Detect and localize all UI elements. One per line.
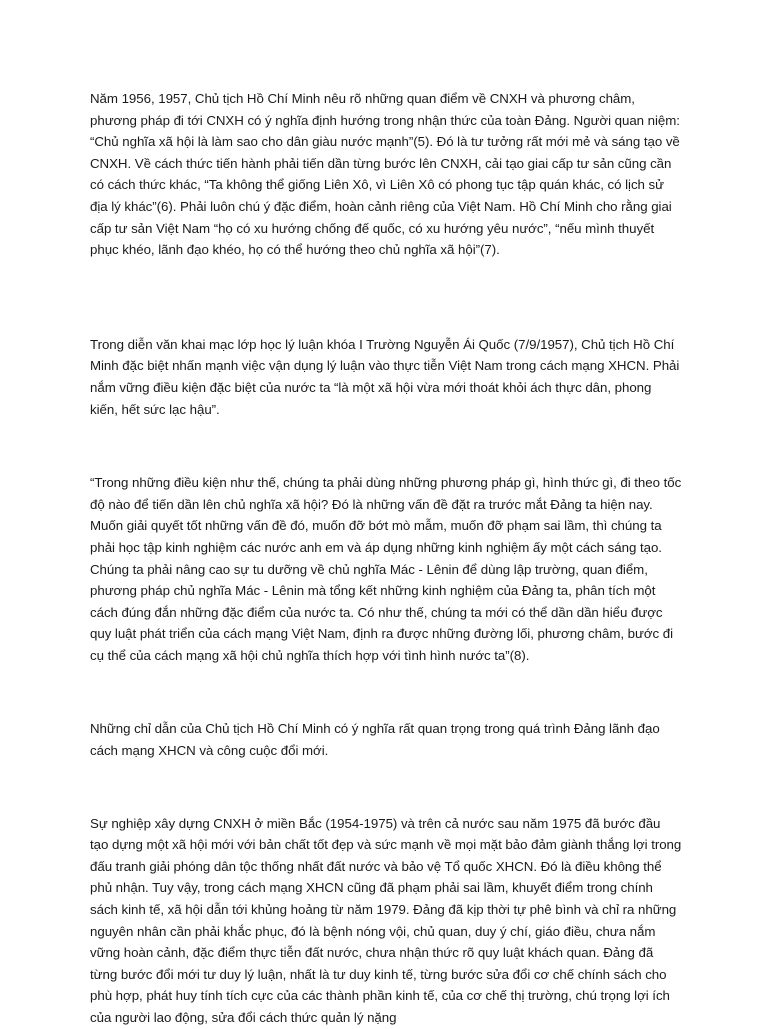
paragraph-5: Sự nghiệp xây dựng CNXH ở miền Bắc (1954-1975) và trên cả nước sau năm 1975 đã bước đầu tạo dựng một xã hội mới với bản chất tốt đẹp và sức mạnh về mọi mặt bảo đảm giành thắng lợi trong đấu tranh giải phóng dân tộc thống nhất đất nước và bảo vệ Tổ quốc XHCN. Đó là điều không thể phủ nhận. Tuy vậy, trong cách mạng XHCN cũng đã phạm phải sai lầm, khuyết điểm trong chính sách kinh tế, xã hội dẫn tới khủng hoảng từ năm 1979. Đảng đã kịp thời tự phê bình và chỉ ra những nguyên nhân cần phải khắc phục, đó là bệnh nóng vội, chủ quan, duy ý chí, giáo điều, chưa nắm vững hoàn cảnh, đặc điểm thực tiễn đất nước, chưa nhận thức rõ quy luật khách quan. Đảng đã từng bước đổi mới tư duy lý luận, nhất là tư duy kinh tế, từng bước sửa đổi cơ chế chính sách cho phù hợp, phát huy tính tích cực của các thành phần kinh tế, của cơ chế thị trường, chú trọng lợi ích của người lao động, sửa đổi cách thức quản lý nặng [90, 815, 682, 1025]
paragraph-1: Năm 1956, 1957, Chủ tịch Hồ Chí Minh nêu rõ những quan điểm về CNXH và phương châm, phương pháp đi tới CNXH có ý nghĩa định hướng trong nhận thức của toàn Đảng. Người quan niệm: “Chủ nghĩa xã hội là làm sao cho dân giàu nước mạnh”(5). Đó là tư tưởng rất mới mẻ và sáng tạo về CNXH. Về cách thức tiến hành phải tiến dần từng bước lên CNXH, cải tạo giai cấp tư sản cũng cần có cách thức khác, “Ta không thể giống Liên Xô, vì Liên Xô có phong tục tập quán khác, có lịch sử địa lý khác”(6). Phải luôn chú ý đặc điểm, hoàn cảnh riêng của Việt Nam. Hồ Chí Minh cho rằng giai cấp tư sản Việt Nam “họ có xu hướng chống đế quốc, có xu hướng yêu nước”, “nếu mình thuyết phục khéo, lãnh đạo khéo, họ có thể hướng theo chủ nghĩa xã hội”(7). [90, 91, 680, 258]
paragraph-3: “Trong những điều kiện như thế, chúng ta phải dùng những phương pháp gì, hình thức gì, đi theo tốc độ nào để tiến dần lên chủ nghĩa xã hội? Đó là những vấn đề đặt ra trước mắt Đảng ta hiện nay. Muốn giải quyết tốt những vấn đề đó, muốn đỡ bớt mò mẫm, muốn đỡ phạm sai lầm, thì chúng ta phải học tập kinh nghiệm các nước anh em và áp dụng những kinh nghiệm ấy một cách sáng tạo. Chúng ta phải nâng cao sự tu dưỡng về chủ nghĩa Mác - Lênin để dùng lập trường, quan điểm, phương pháp chủ nghĩa Mác - Lênin mà tổng kết những kinh nghiệm của Đảng ta, phân tích một cách đúng đắn những đặc điểm của nước ta. Có như thế, chúng ta mới có thể dần dần hiểu được quy luật phát triển của cách mạng Việt Nam, định ra được những đường lối, phương châm, bước đi cụ thể của cách mạng xã hội chủ nghĩa thích hợp với tình hình nước ta”(8). [90, 475, 682, 663]
paragraph-2: Trong diễn văn khai mạc lớp học lý luận khóa I Trường Nguyễn Ái Quốc (7/9/1957), Chủ tịch Hồ Chí Minh đặc biệt nhấn mạnh việc vận dụng lý luận vào thực tiễn Việt Nam trong cách mạng XHCN. Phải nắm vững điều kiện đặc biệt của nước ta “là một xã hội vừa mới thoát khỏi ách thực dân, phong kiến, hết sức lạc hậu”. [90, 336, 680, 417]
document-page [90, 88, 682, 1029]
paragraph-4: Những chỉ dẫn của Chủ tịch Hồ Chí Minh có ý nghĩa rất quan trọng trong quá trình Đảng lãnh đạo cách mạng XHCN và công cuộc đổi mới. [90, 721, 660, 759]
